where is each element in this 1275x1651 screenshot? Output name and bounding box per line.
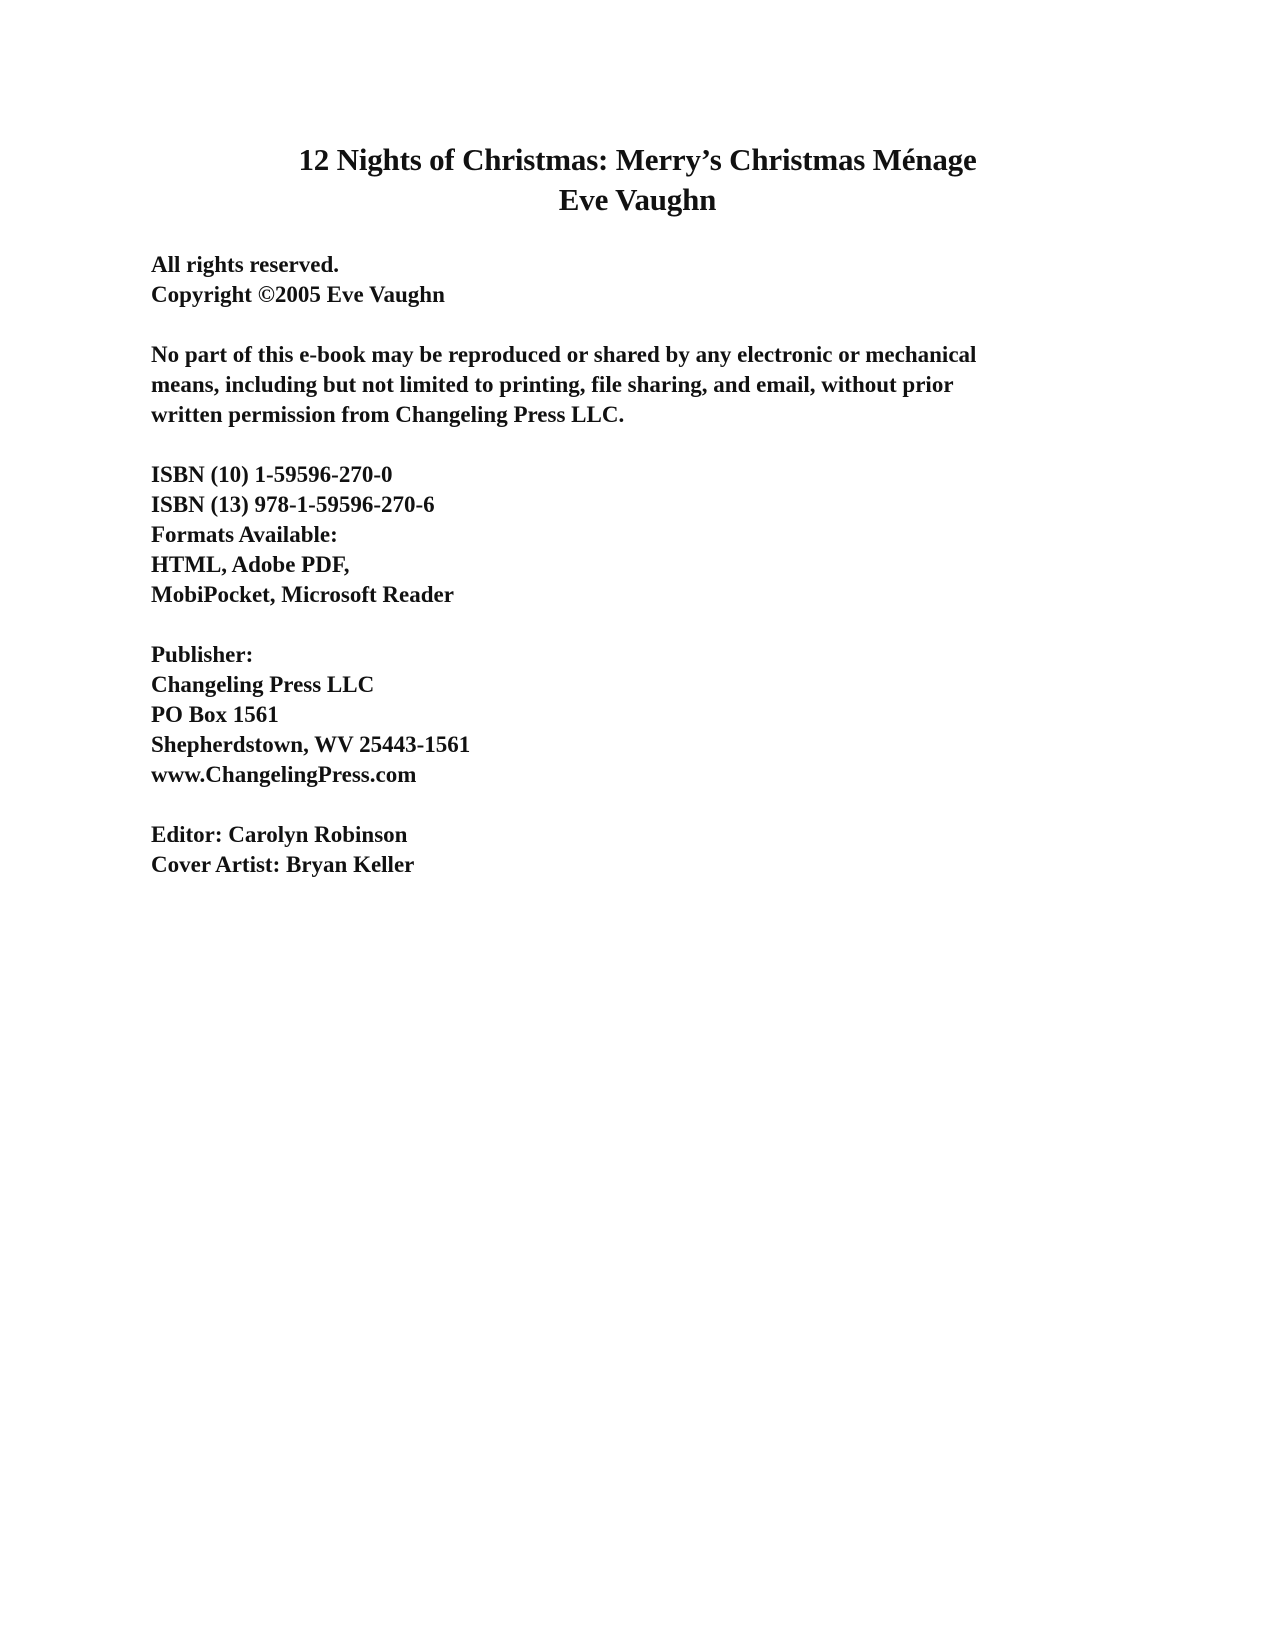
formats-list: HTML, Adobe PDF,	[151, 552, 350, 577]
cover-artist-credit: Cover Artist: Bryan Keller	[151, 852, 415, 877]
editor-credit: Editor: Carolyn Robinson	[151, 822, 408, 847]
book-title: 12 Nights of Christmas: Merry’s Christmas Ménage	[298, 142, 977, 177]
isbn-13: ISBN (13) 978-1-59596-270-6	[151, 492, 435, 517]
copyright-line: Copyright ©2005 Eve Vaughn	[151, 282, 445, 307]
notice-line: written permission from Changeling Press LLC.	[151, 402, 625, 427]
reproduction-notice	[151, 340, 1131, 430]
isbn-section	[151, 460, 1131, 610]
rights-section	[151, 250, 1131, 310]
publisher-name: Changeling Press LLC	[151, 672, 375, 697]
isbn-10: ISBN (10) 1-59596-270-0	[151, 462, 393, 487]
publisher-label: Publisher:	[151, 642, 254, 667]
credits-section	[151, 820, 1131, 880]
notice-line: No part of this e-book may be reproduced or shared by any electronic or mechanical	[151, 342, 977, 367]
author-name: Eve Vaughn	[558, 182, 717, 217]
publisher-section	[151, 640, 1131, 790]
copyright-page-body	[151, 250, 1131, 910]
notice-line: means, including but not limited to printing, file sharing, and email, without prior	[151, 372, 954, 397]
publisher-city: Shepherdstown, WV 25443-1561	[151, 732, 471, 757]
rights-reserved: All rights reserved.	[151, 252, 340, 277]
formats-label: Formats Available:	[151, 522, 338, 547]
publisher-website: www.ChangelingPress.com	[151, 762, 417, 787]
title-block	[0, 140, 1275, 220]
formats-list: MobiPocket, Microsoft Reader	[151, 582, 454, 607]
publisher-po-box: PO Box 1561	[151, 702, 279, 727]
